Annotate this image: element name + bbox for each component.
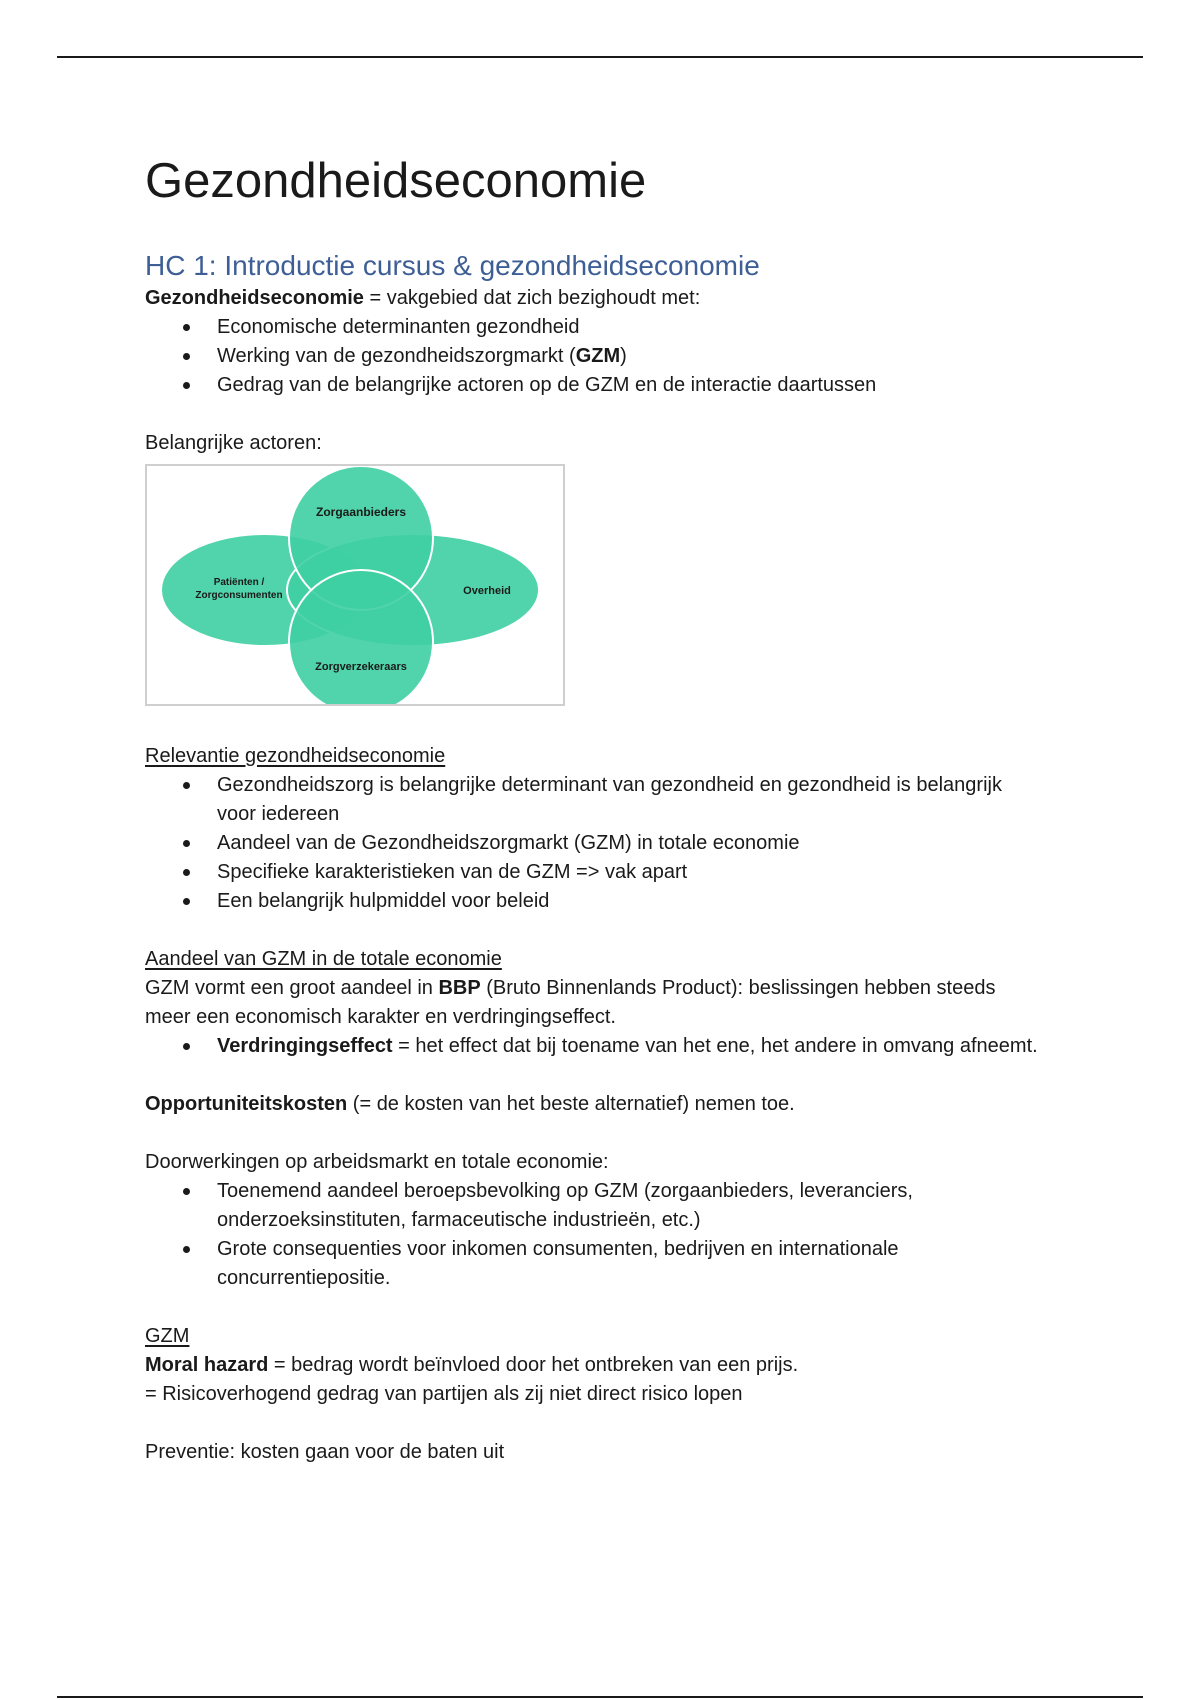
list-item: Een belangrijk hulpmiddel voor beleid <box>217 887 1045 916</box>
share-text-after: (Bruto Binnenlands Product): beslissingen hebben steeds meer een economisch karakter en verdringingseffect. <box>145 977 996 1028</box>
effects-intro: Doorwerkingen op arbeidsmarkt en totale economie: <box>145 1151 609 1173</box>
venn-label-top: Zorgaanbieders <box>315 505 407 519</box>
list-item: Gezondheidszorg is belangrijke determinant van gezondheid en gezondheid is belangrijk voor iedereen <box>217 771 1045 829</box>
moral-hazard-paragraph <box>145 1351 1045 1380</box>
opportunity-term: Opportuniteitskosten <box>145 1093 348 1115</box>
list-item: Economische determinanten gezondheid <box>217 313 1045 342</box>
moral-hazard-text: = bedrag wordt beïnvloed door het ontbreken van een prijs. <box>268 1354 799 1376</box>
gzm-heading: GZM <box>145 1325 190 1347</box>
effects-list <box>145 1177 1045 1293</box>
footer-rule <box>57 1696 1143 1698</box>
list-item: Toenemend aandeel beroepsbevolking op GZM (zorgaanbieders, leveranciers, onderzoeksinstituten, farmaceutische industrieën, etc.) <box>217 1177 1045 1235</box>
venn-label-left-2: Zorgconsumenten <box>195 590 283 601</box>
relevance-list <box>145 771 1045 916</box>
share-list <box>145 1032 1045 1061</box>
moral-hazard-term: Moral hazard <box>145 1354 269 1376</box>
moral-hazard-line2: = Risicoverhogend gedrag van partijen als zij niet direct risico lopen <box>145 1383 743 1405</box>
list-item-text: Werking van de gezondheidszorgmarkt ( <box>217 345 576 367</box>
definition-list <box>145 313 1045 400</box>
prevention-paragraph: Preventie: kosten gaan voor de baten uit <box>145 1441 505 1463</box>
crowding-out-text: = het effect dat bij toename van het ene, het andere in omvang afneemt. <box>392 1035 1038 1057</box>
bbp-term: BBP <box>438 977 481 999</box>
venn-label-right: Overheid <box>463 585 511 597</box>
venn-label-bottom: Zorgverzekeraars <box>315 661 407 673</box>
share-heading: Aandeel van GZM in de totale economie <box>145 948 502 970</box>
definition-paragraph <box>145 284 1045 313</box>
header-rule <box>57 56 1143 58</box>
definition-text: = vakgebied dat zich bezighoudt met: <box>363 287 701 309</box>
list-item: Specifieke karakteristieken van de GZM => vak apart <box>217 858 1045 887</box>
list-item-text-end: ) <box>620 345 627 367</box>
section-heading-hc1: HC 1: Introductie cursus & gezondheidseconomie <box>145 250 760 281</box>
page-title: Gezondheidseconomie <box>145 154 647 208</box>
venn-svg <box>147 466 563 704</box>
actors-intro: Belangrijke actoren: <box>145 432 322 454</box>
list-item <box>217 342 1045 371</box>
venn-circle-insurers <box>289 570 433 704</box>
share-text-before: GZM vormt een groot aandeel in <box>145 977 439 999</box>
gzm-abbrev: GZM <box>575 345 621 367</box>
crowding-out-term: Verdringingseffect <box>217 1035 393 1057</box>
relevance-heading: Relevantie gezondheidseconomie <box>145 745 446 767</box>
list-item: Grote consequenties voor inkomen consumenten, bedrijven en internationale concurrentiepositie. <box>217 1235 1045 1293</box>
venn-label-left-1: Patiënten / <box>213 577 265 588</box>
share-paragraph <box>145 974 1045 1032</box>
actors-venn-diagram <box>145 464 565 706</box>
opportunity-text: (= de kosten van het beste alternatief) nemen toe. <box>347 1093 795 1115</box>
opportunity-paragraph <box>145 1090 1045 1119</box>
list-item <box>217 1032 1045 1061</box>
list-item: Aandeel van de Gezondheidszorgmarkt (GZM) in totale economie <box>217 829 1045 858</box>
list-item: Gedrag van de belangrijke actoren op de GZM en de interactie daartussen <box>217 371 1045 400</box>
document-body <box>145 150 1045 1467</box>
definition-term: Gezondheidseconomie <box>145 287 364 309</box>
